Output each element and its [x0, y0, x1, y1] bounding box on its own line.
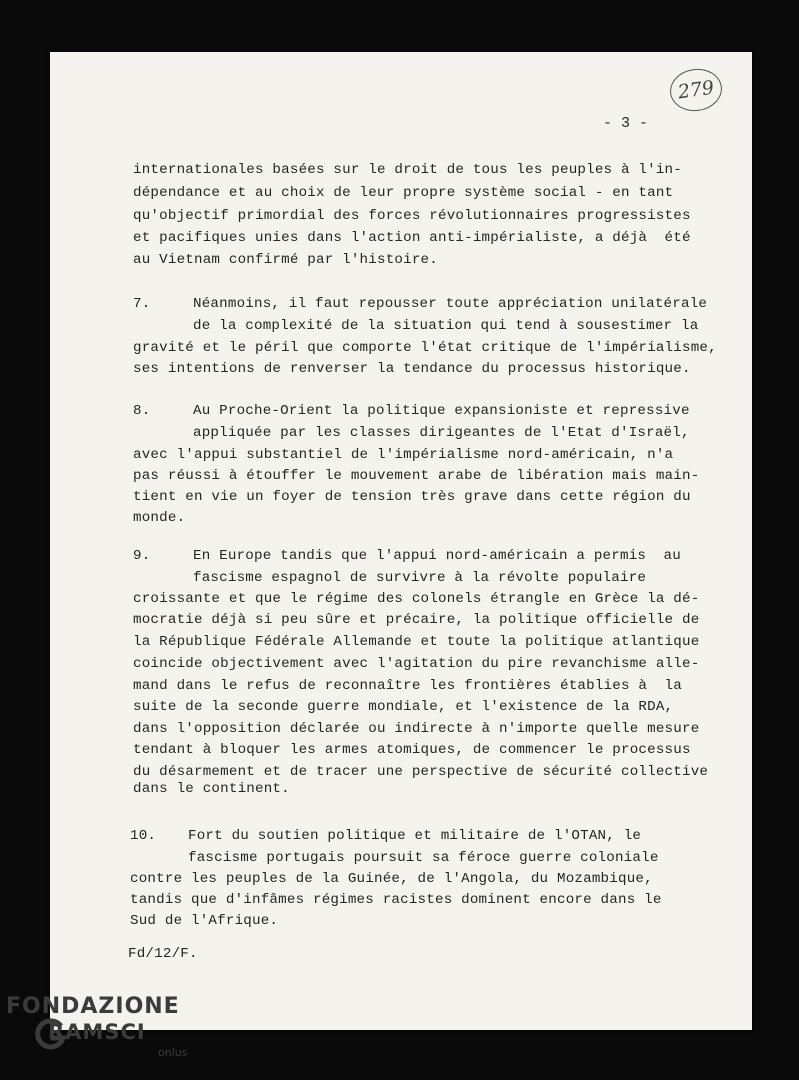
text-line: appliquée par les classes dirigeantes de l'Etat d'Israël,	[193, 425, 690, 441]
watermark-line-2: RAMSCI	[48, 1020, 146, 1044]
text-line: Au Proche-Orient la politique expansioniste et repressive	[193, 403, 690, 419]
document-reference: Fd/12/F.	[128, 946, 198, 962]
text-line: coincide objectivement avec l'agitation du pire revanchisme alle-	[133, 656, 700, 672]
text-line: fascisme portugais poursuit sa féroce guerre coloniale	[188, 850, 659, 866]
watermark-line-1: FONDAZIONE	[6, 994, 180, 1019]
paragraph-number: 8.	[133, 403, 151, 419]
fondazione-gramsci-watermark	[6, 994, 206, 1074]
paragraph-number: 9.	[133, 548, 151, 564]
watermark-suffix: onlus	[158, 1046, 188, 1059]
text-line: monde.	[133, 510, 186, 526]
text-line: croissante et que le régime des colonels étrangle en Grèce la dé-	[133, 591, 700, 607]
page-number: - 3 -	[603, 115, 649, 132]
text-line: fascisme espagnol de survivre à la révolte populaire	[193, 570, 647, 586]
text-line: En Europe tandis que l'appui nord-américain a permis au	[193, 548, 681, 564]
text-line: la République Fédérale Allemande et toute la politique atlantique	[133, 634, 700, 650]
text-line: du désarmement et de tracer une perspective de sécurité collective	[133, 764, 709, 780]
paragraph-number: 7.	[133, 296, 151, 312]
text-line: qu'objectif primordial des forces révolutionnaires progressistes	[133, 208, 691, 224]
text-line: pas réussi à étouffer le mouvement arabe de libération mais main-	[133, 468, 700, 484]
text-line: contre les peuples de la Guinée, de l'Angola, du Mozambique,	[130, 871, 653, 887]
text-line: mand dans le refus de reconnaître les frontières établies à la	[133, 678, 682, 694]
text-line: Sud de l'Afrique.	[130, 913, 279, 929]
text-line: gravité et le péril que comporte l'état critique de l'impérialisme,	[133, 340, 717, 356]
text-line: de la complexité de la situation qui tend à sousestimer la	[193, 318, 699, 334]
text-line: tendant à bloquer les armes atomiques, de commencer le processus	[133, 742, 691, 758]
text-line: dépendance et au choix de leur propre système social - en tant	[133, 185, 674, 201]
text-line: au Vietnam confirmé par l'histoire.	[133, 252, 438, 268]
text-line: suite de la seconde guerre mondiale, et l'existence de la RDA,	[133, 699, 674, 715]
text-line: tandis que d'infâmes régimes racistes dominent encore dans le	[130, 892, 662, 908]
text-line: et pacifiques unies dans l'action anti-impérialiste, a déjà été	[133, 230, 691, 246]
text-line: ses intentions de renverser la tendance du processus historique.	[133, 361, 691, 377]
text-line: internationales basées sur le droit de tous les peuples à l'in-	[133, 162, 682, 178]
archive-number-stamp: 279	[667, 66, 724, 115]
text-line: mocratie déjà si peu sûre et précaire, la politique officielle de	[133, 612, 700, 628]
text-line: Fort du soutien politique et militaire de l'OTAN, le	[188, 828, 642, 844]
text-line: dans le continent.	[133, 781, 290, 797]
paragraph-number: 10.	[130, 828, 157, 844]
text-line: avec l'appui substantiel de l'impérialisme nord-américain, n'a	[133, 447, 674, 463]
text-line: Néanmoins, il faut repousser toute appréciation unilatérale	[193, 296, 708, 312]
text-line: tient en vie un foyer de tension très grave dans cette région du	[133, 489, 691, 505]
text-line: dans l'opposition déclarée ou indirecte à n'importe quelle mesure	[133, 721, 700, 737]
